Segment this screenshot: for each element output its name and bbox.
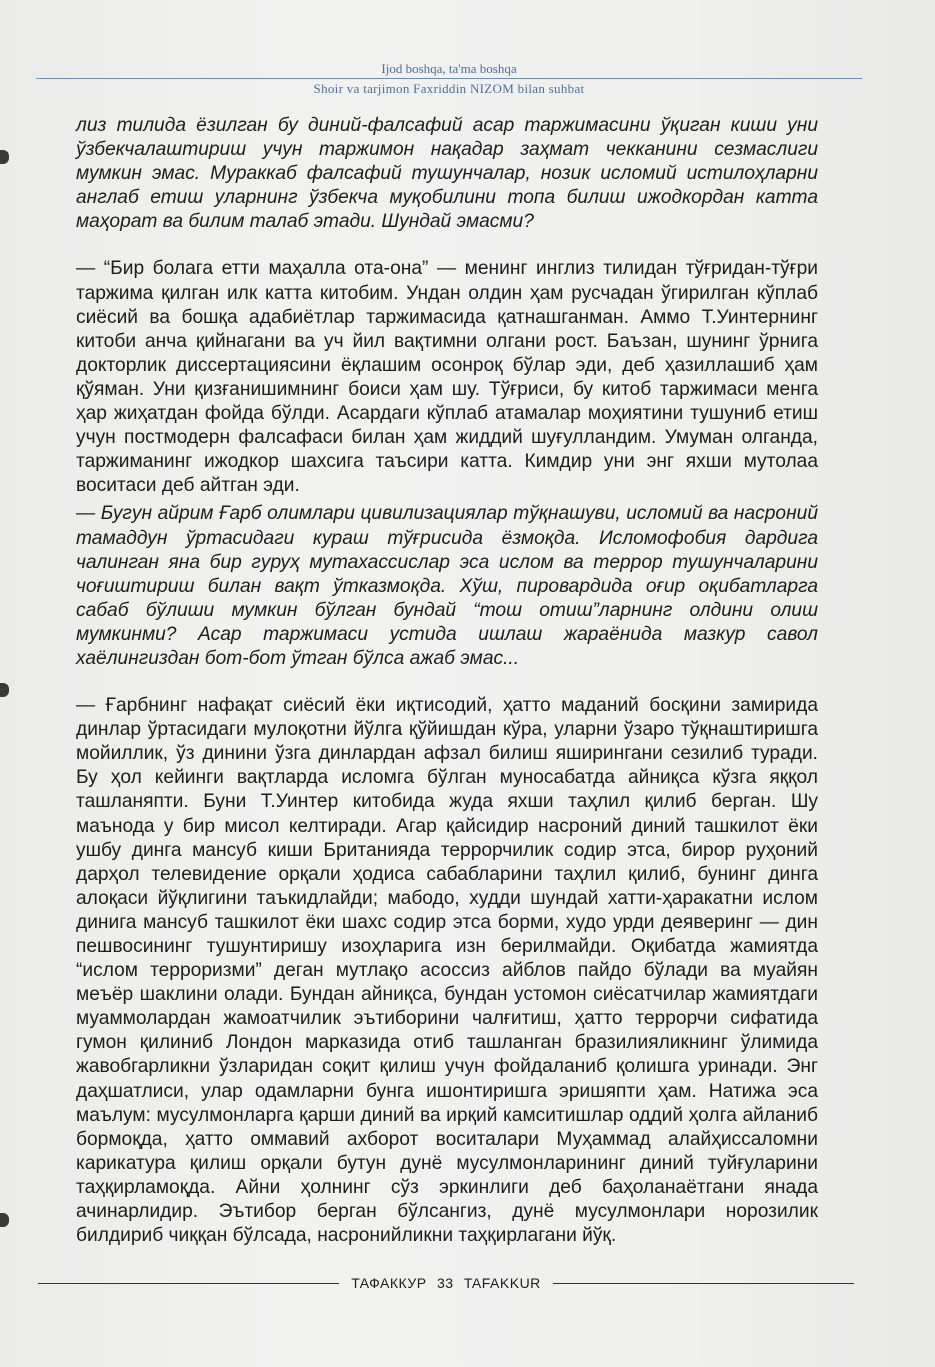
footer-journal-cyrillic: ТАФАККУР [351,1275,427,1291]
header-subtitle: Shoir va tarjimon Faxriddin NIZOM bilan suhbat [313,81,585,96]
header-rule [36,78,862,79]
running-header [36,62,862,97]
punch-hole [0,1213,9,1227]
answer-paragraph: — “Бир болага етти маҳалла ота-она” — менинг инглиз тилидан тўғридан-тўғри таржима қилган илк катта китобим. Ундан олдин ҳам русчадан ўгирилган кўплаб сиёсий ва бошқа адабиётлар таржимасида қатнашганман. Аммо Т.Уинтернинг китоби анча қийнагани ва уч йил вақтимни олгани рост. Баъзан, шунинг ўрнига докторлик диссертациясини ёқлашим осонроқ бўлар эди, деб ҳазиллашиб ҳам қўяман. Уни қизғанишимнинг боиси ҳам шу. Тўғриси, бу китоб таржимаси менга ҳар жиҳатдан фойда бўлди. Асардаги кўплаб атамалар моҳиятини тушуниб етиш учун постмодерн фалсафаси билан ҳам жиддий шуғулландим. Умуман олганда, таржиманинг ижодкор шахсига таъсири катта. Кимдир уни энг яхши мутолаа воситаси деб айтган эди. [76,258,818,497]
page-number: 33 [436,1275,454,1291]
spacer [76,671,818,694]
question-paragraph: — Бугун айрим Ғарб олимлари цивилизациялар тўқнашуви, исломий ва насроний тамаддун ўртасидаги кураш тўғрисида ёзмоқда. Исломофобия дардига чалинган яна бир гуруҳ мутахассислар эса ислом ва террор тушунчаларини чоғиштириш билан вақт ўтказмоқда. Хўш, пировардида оғир оқибатларга сабаб бўлиши мумкин бўлган бундай “тош отиш”ларнинг олдини олиш мумкинми? Асар таржимаси устида ишлаш жараёнида мазкур савол хаёлингиздан бот-бот ўтган бўлса ажаб эмас... [76,503,818,669]
running-footer [38,1275,854,1291]
punch-hole [0,150,9,164]
header-title: Ijod boshqa, ta'ma boshqa [381,61,517,76]
article-body [76,114,818,1248]
footer-rule-right [553,1283,854,1284]
answer-paragraph: — Ғарбнинг нафақат сиёсий ёки иқтисодий, ҳатто маданий босқини замирида динлар ўртасидаги мулоқотни йўлга қўйишдан кўра, уларни ўзаро тўқнаштиришга мойиллик, ўз динини ўзга динлардан афзал билиш яширингани сезилиб туради. Бу ҳол кейинги вақтларда исломга бўлган муносабатда айниқса кўзга яққол ташланяпти. Буни Т.Уинтер китобида жуда яхши таҳлил қилиб берган. Шу маънода у бир мисол келтиради. Агар қайсидир насроний диний ташкилот ёки ушбу динга мансуб киши Британияда террорчилик содир этса, бирор руҳоний дарҳол телевидение орқали ҳодиса сабабларини таҳлил қилиб, бунинг динга алоқаси йўқлигини таъкидлайди; мабодо, худди шундай хатти-ҳаракатни ислом динига мансуб ташкилот ёки шахс содир этса борми, худо урди деяверинг — дин пешвосининг тушунтиришу изоҳларига изн берилмайди. Оқибатда жамиятда “ислом терроризми” деган мутлақо асоссиз айблов пайдо бўлади ва муайян меъёр шаклини олади. Бундан айниқса, бундан устомон сиёсатчилар жамиятдаги муаммолардан жамоатчилик эътиборини чалғитиш, ҳатто террорчи сифатида гумон қилиниб Лондон марказида отиб ташланган бразилияликнинг ўлимида жавобгарликни ўзларидан соқит қилиш учун фойдаланиб қолишга уринади. Энг даҳшатлиси, улар одамларни бунга ишонтиришга эришяпти ҳам. Натижа эса маълум: мусулмонларга қарши диний ва ирқий камситишлар оддий ҳолга айланиб бормоқда, ҳатто оммавий ахборот воситалари Муҳаммад алайҳиссаломни карикатура қилиш орқали бутун дунё мусулмонларининг диний туйғуларини таҳқирламоқда. Айни ҳолнинг сўз эркинлиги деб баҳоланаётгани янада ачинарлидир. Эътибор берган бўлсангиз, дунё мусулмонлари норозилик билдириб чиққан бўлсада, насронийликни таҳқирлагани йўқ. [76,695,818,1247]
spacer [76,234,818,257]
footer-journal-latin: TAFAKKUR [463,1275,541,1291]
footer-label [339,1275,553,1291]
footer-rule-left [38,1283,339,1284]
punch-hole [0,683,9,697]
question-paragraph: лиз тилида ёзилган бу диний-фалсафий асар таржимасини ўқиган киши уни ўзбекчалаштириш учун таржимон нақадар заҳмат чекканини сезмаслиги мумкин эмас. Мураккаб фалсафий тушунчалар, нозик исломий истилоҳларни англаб етиш уларнинг ўзбекча муқобилини топа билиш ижодкордан катта маҳорат ва билим талаб этади. Шундай эмасми? [76,115,818,233]
